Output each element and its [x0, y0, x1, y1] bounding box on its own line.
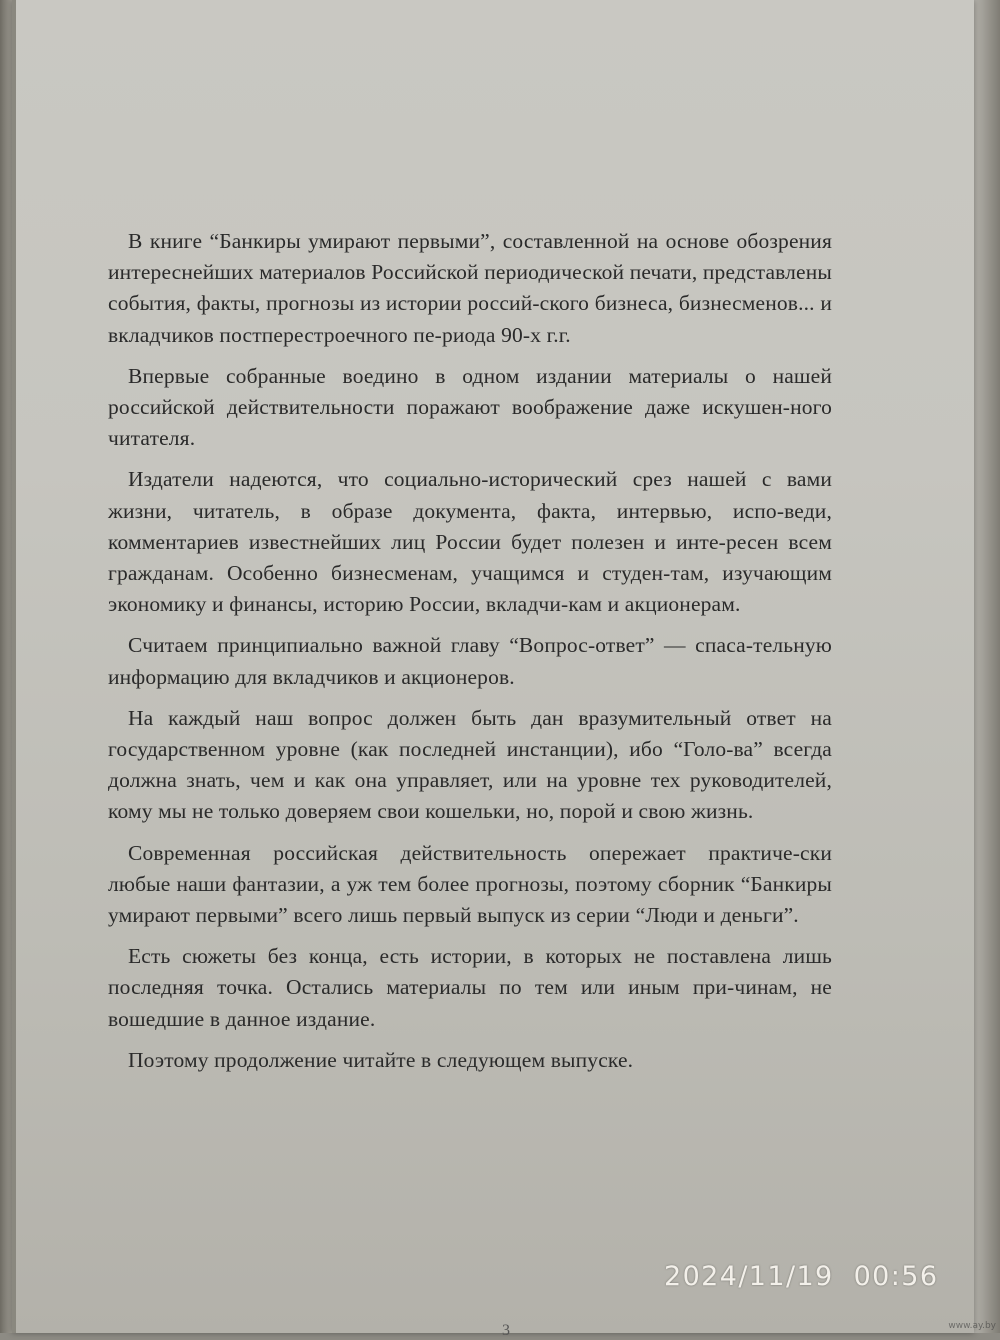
- page-edge: [12, 0, 16, 1333]
- paragraph-intro: В книге “Банкиры умирают первыми”, составленной на основе обозрения интереснейших материалов Российской периодической печати, представлены события, факты, прогнозы из истории россий-ского бизнеса, бизнесменов... и вкладчиков постперестроечного пе-риода 90-х г.г.: [108, 229, 832, 347]
- paragraph-first-collection: Впервые собранные воедино в одном издании материалы о нашей российской действительности поражают воображение даже искушен-ного читателя.: [108, 363, 832, 451]
- background-right: [972, 0, 1000, 1333]
- paragraph-stories: Есть сюжеты без конца, есть истории, в которых не поставлена лишь последняя точка. Остались материалы по тем или иным при-чинам, не вошедшие в данное издание.: [108, 944, 832, 1031]
- watermark: www.ay.by: [948, 1321, 996, 1331]
- paragraph-publishers: Издатели надеются, что социально-исторический срез нашей с вами жизни, читатель, в образе документа, факта, интервью, испо-веди, комментариев известнейших лиц России будет полезен и инте-ресен всем гражданам. Особенно бизнесменам, учащимся и студен-там, изучающим экономику и финансы, историю России, вкладчи-кам и акционерам.: [108, 467, 832, 617]
- paragraph-continuation: Поэтому продолжение читайте в следующем выпуске.: [128, 1047, 634, 1072]
- paragraph-reality: Современная российская действительность опережает практиче-ски любые наши фантазии, а уж тем более прогнозы, поэтому сборник “Банкиры умирают первыми” всего лишь первый выпуск из серии “Люди и деньги”.: [108, 840, 832, 928]
- page-number: 3: [502, 1322, 510, 1339]
- paragraph-qa-chapter: Считаем принципиально важной главу “Вопрос-ответ” — спаса-тельную информацию для вкладчиков и акционеров.: [108, 633, 832, 689]
- text-block: [108, 226, 832, 1086]
- paragraph-answers: На каждый наш вопрос должен быть дан вразумительный ответ на государственном уровне (как последней инстанции), ибо “Голо-ва” всегда должна знать, чем и как она управляет, или на уровне тех руководителей, кому мы не только доверяем свои кошельки, но, порой и свою жизнь.: [108, 705, 832, 824]
- photo-timestamp: 2024/11/19 00:56: [664, 1261, 939, 1292]
